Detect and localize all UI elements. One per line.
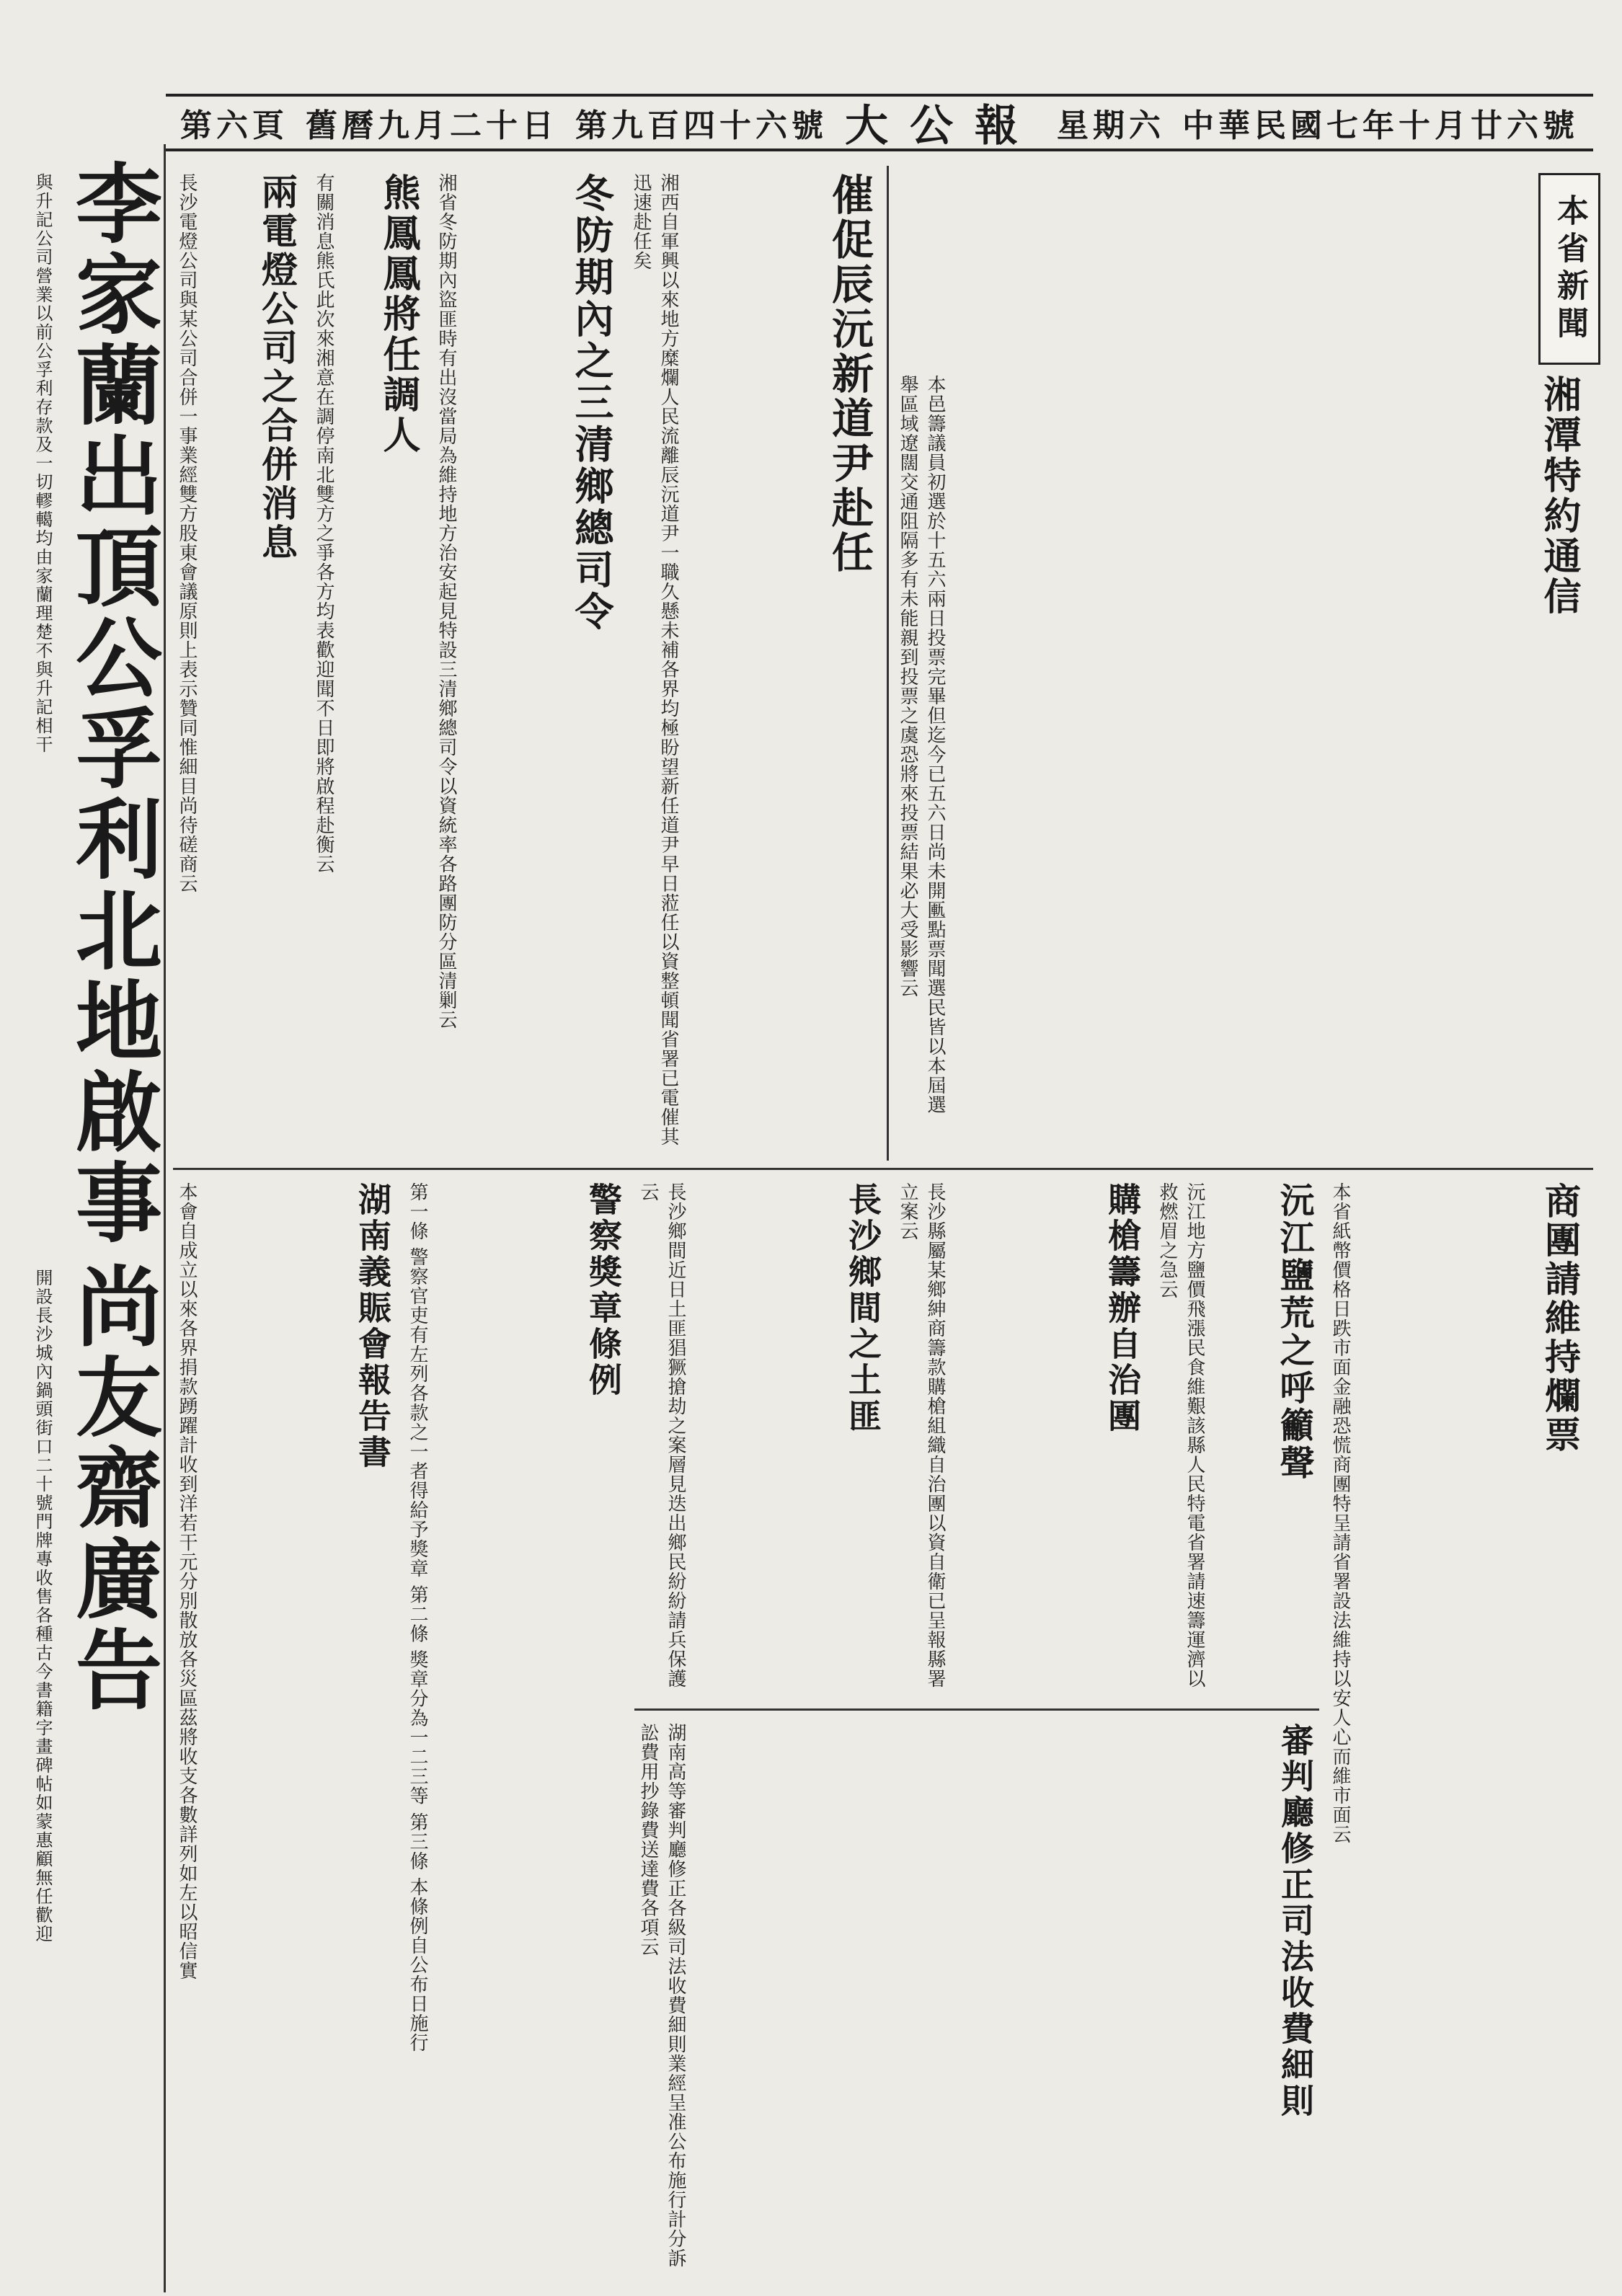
headline: 湘潭特約通信: [1537, 375, 1581, 617]
headline: 熊鳳鳳將任調人: [376, 173, 420, 456]
article-zhuangzhi: [894, 1182, 1146, 1701]
masthead-page: 第六頁: [180, 107, 288, 144]
article-body: 沅江地方鹽價飛漲民食維艱該縣人民特電省署請速籌運濟以救燃眉之急云: [1156, 1182, 1205, 1688]
article-body: 湖南高等審判廳修正各級司法收費細則業經呈准公布施行計分訴訟費用抄錄費送達費各項云: [637, 1723, 686, 2268]
masthead-weekday: 星期六: [1057, 107, 1165, 144]
ad-title-li: 李家蘭出頂公孚利北地啟事: [61, 159, 163, 1249]
column-divider: [887, 166, 889, 1161]
masthead-issue-number: 第九百四十六號: [575, 107, 828, 144]
masthead-lunar-date: 舊曆九月二十日: [306, 107, 558, 144]
ad-title-shangyou: 尚友齋廣告: [61, 1262, 163, 1716]
headline: 長沙鄉間之土匪: [843, 1182, 882, 1435]
article-body: 本省紙幣價格日跌市面金融恐慌商團特呈請省署設法維持以安人心而維市面云: [1329, 1182, 1351, 1844]
section-header: [1538, 173, 1600, 365]
ad-text-shangyou: 開設長沙城內鍋頭街口二十號門牌專收售各種古今書籍字畫碑帖如蒙惠顧無任歡迎: [32, 1269, 53, 1943]
article-body: 湘西自軍興以來地方糜爛人民流離辰沅道尹一職久懸未補各界均極盼望新任道尹早日蒞任以資整頓聞省署已電催其迅速赴任矣: [630, 173, 679, 1146]
article-body: 湘省冬防期內盜匪時有出沒當局為維持地方治安起見特設三清鄉總司令以資統率各路團防分區清剿云: [435, 173, 457, 1029]
headline: 審判廳修正司法收費細則: [1276, 1723, 1315, 2119]
section-title: 本省新聞: [1551, 194, 1588, 344]
article-body: 長沙鄉間近日土匪猖獗搶劫之案層見迭出鄉民紛紛請兵保護云: [637, 1182, 686, 1688]
masthead-title: 大公報: [845, 101, 1040, 151]
headline: 購槍籌辦自治團: [1103, 1182, 1142, 1435]
masthead: [166, 94, 1593, 151]
section-divider: [173, 1168, 1593, 1170]
article-body: 長沙電燈公司與某公司合併一事業經雙方股東會議原則上表示贊同惟細目尚待磋商云: [176, 173, 198, 893]
article-dianlei: [173, 173, 303, 1153]
article-xiongfeng: [310, 173, 425, 1153]
article-yinyuan: [627, 173, 879, 1153]
article-weichi: [1326, 1182, 1586, 2264]
row-divider: [634, 1708, 1319, 1711]
headline: 冬防期內之三清鄉總司令: [569, 173, 615, 633]
headline: 警察獎章條例: [584, 1182, 623, 1399]
article-body: 長沙縣屬某鄉紳商籌款購槍組織自治團以資自衛已呈報縣署立案云: [897, 1182, 946, 1688]
article-body: 有關消息熊氏此次來湘意在調停南北雙方之爭各方均表歡迎聞不日即將啟程赴衡云: [313, 173, 334, 874]
article-xiangfei: [634, 1182, 887, 1701]
ad-text-li: 與升記公司營業以前公孚利存款及一切轇轕均由家蘭理楚不與升記相干: [32, 173, 53, 754]
headline: 湖南義賑會報告書: [353, 1182, 392, 1471]
article-xiangtan: [894, 375, 1586, 1132]
article-body: 第一條 警察官吏有左列各款之一者得給予獎章 第二條 獎章分為一二三等 第三條 本條例自公布日施行: [407, 1182, 428, 2053]
headline: 沅江鹽荒之呼籲聲: [1274, 1182, 1314, 1482]
article-yuanjiang: [1153, 1182, 1319, 1701]
left-advertisement: [0, 144, 166, 2292]
masthead-date: 中華民國七年十月廿六號: [1182, 107, 1579, 144]
article-jingcha: [404, 1182, 627, 2264]
article-shenpan: [634, 1723, 1319, 2271]
headline: 催促辰沅新道尹赴任: [825, 173, 874, 575]
article-body: 本邑籌議員初選於十五六兩日投票完畢但迄今已五六日尚未開匭點票聞選民皆以本屆選舉區域遼闊交通阻隔多有未能親到投票之虞恐將來投票結果必大受影響云: [897, 375, 946, 1114]
headline: 商團請維持爛票: [1539, 1182, 1582, 1455]
article-qingxiang: [433, 173, 620, 1153]
article-body: 本會自成立以來各界捐款踴躍計收到洋若干元分別散放各災區茲將收支各數詳列如左以昭信實: [176, 1182, 198, 1980]
article-yizhen: [173, 1182, 396, 2264]
headline: 兩電燈公司之合併消息: [256, 173, 298, 562]
